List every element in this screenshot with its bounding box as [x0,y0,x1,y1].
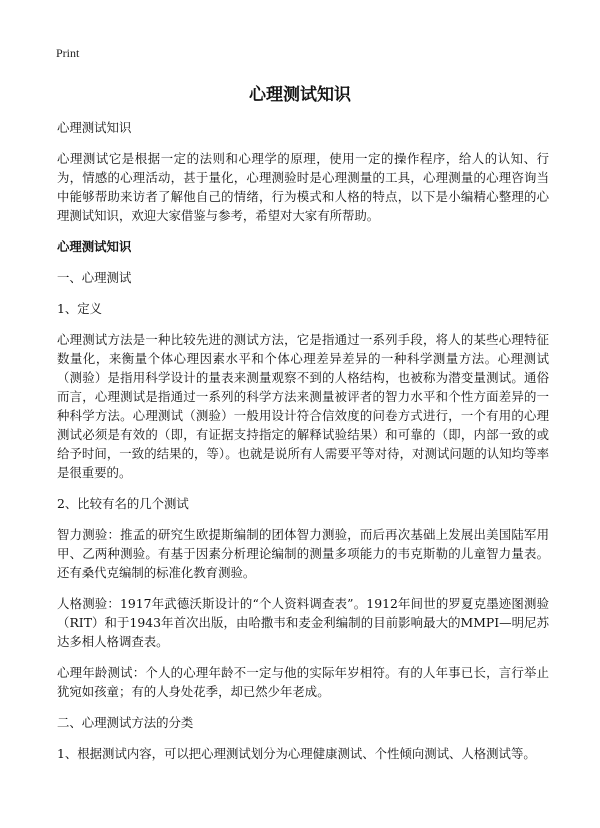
definition-paragraph: 心理测试方法是一种比较先进的测试方法，它是指通过一系列手段，将人的某些心理特征数量化，来衡量个体心理因素水平和个体心理差异差异的一种科学测量方法。心理测试（测验）是指用科学设计的量表来测量观察不到的人格结构，也被称为潜变量测试。通俗而言，心理测试是指通过一系列的科学方法来测量被评者的智力水平和个性方面差异的一种科学方法。心理测试（测验）一般用设计符合信效度的问卷方式进行，一个有用的心理测试必须是有效的（即，有证据支持指定的解释试验结果）和可靠的（即，内部一致的或给予时间，一致的结果的，等）。也就是说所有人需要平等对待，对测试问题的认知均等率是很重要的。 [57,332,549,480]
part2-heading: 二、心理测试方法的分类 [57,715,194,730]
part1-heading: 一、心理测试 [57,270,132,285]
intro-paragraph: 心理测试它是根据一定的法则和心理学的原理，使用一定的操作程序，给人的认知、行为，情感的心理活动，甚于量化，心理测验时是心理测量的工具，心理测量的心理咨询当中能够帮助来访者了解他自己的情绪，行为模式和人格的特点，以下是小编精心整理的心理测试知识，欢迎大家借鉴与参考，希望对大家有所帮助。 [57,151,549,223]
personality-test-paragraph: 人格测验：1917年武德沃斯设计的“个人资料调查表”。1912年间世的罗夏克墨迹图测验（RIT）和于1943年首次出版，由哈撒韦和麦金利编制的目前影响最大的MMPI—明尼苏达多相人格调查表。 [57,596,549,649]
mental-age-paragraph: 心理年龄测试：个人的心理年龄不一定与他的实际年岁相符。有的人年事已长，言行举止犹宛如孩童；有的人身处花季，却已然少年老成。 [57,665,549,699]
iq-test-paragraph: 智力测验：推孟的研究生欧提斯编制的团体智力测验，而后再次基础上发展出美国陆军用甲、乙两种测验。有基于因素分析理论编制的测量多项能力的韦克斯勒的儿童智力量表。还有桑代克编制的标准化教育测验。 [57,527,549,580]
section-heading: 心理测试知识 [57,239,132,254]
famous-tests-heading: 2、比较有名的几个测试 [57,496,189,511]
definition-heading: 1、定义 [57,301,103,316]
subtitle: 心理测试知识 [57,120,132,135]
print-link[interactable]: Print [56,46,80,60]
page-title: 心理测试知识 [249,85,351,105]
article-body [57,118,549,775]
classification-paragraph: 1、根据测试内容，可以把心理测试划分为心理健康测试、个性倾向测试、人格测试等。 [57,746,536,761]
